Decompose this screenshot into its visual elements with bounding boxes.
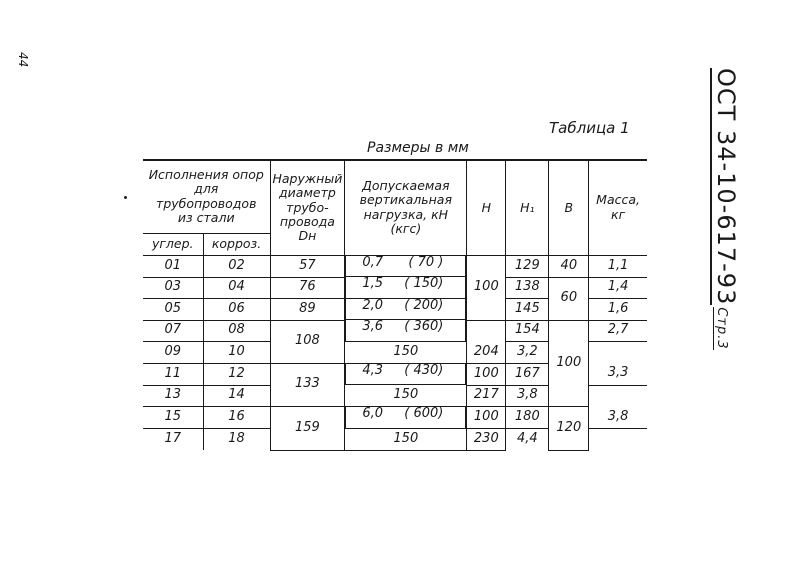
header-carbon: углер. [143,233,203,255]
cell-diameter: 159 [270,407,345,451]
cell-h: 150 [345,385,467,407]
cell-load [345,299,466,321]
cell-h: 100 [467,363,506,385]
cell-load [345,320,466,342]
cell-load [345,277,466,299]
cell-h1: 230 [467,429,506,451]
header-corrosion: корроз. [203,233,270,255]
cell-h1: 204 [467,342,506,364]
cell-load [345,364,466,386]
cell-carbon: 07 [143,320,203,342]
cell-mass: 2,7 [589,320,647,342]
cell-b: 100 [549,320,589,407]
cell-h: 100 [467,407,506,429]
load-kn: 1,5 [362,276,384,291]
cell-carbon: 05 [143,299,203,321]
header-mass: Масса, кг [589,160,647,255]
cell-h1: 217 [467,385,506,407]
cell-mass: 3,8 [589,407,647,429]
cell-mass: 1,1 [589,255,647,277]
cell-h1: 167 [506,363,549,385]
load-kn: 2,0 [362,297,384,313]
cell-h1: 145 [506,299,549,321]
cell-h: 100 [467,255,506,320]
cell-corrosion: 10 [203,342,270,364]
document-code [712,68,740,350]
dimensions-note: Размеры в мм [367,140,469,156]
load-kn: 0,7 [362,254,384,270]
cell-corrosion: 14 [203,385,270,407]
header-execution: Исполнения опор для трубопроводов из стали [143,160,270,233]
load-kgs: ( 600) [404,406,444,421]
cell-corrosion: 06 [203,299,270,321]
cell-carbon: 03 [143,277,203,299]
load-kn: 6,0 [362,406,384,421]
cell-corrosion: 16 [203,407,270,429]
cell-carbon: 17 [143,429,203,451]
cell-carbon: 13 [143,385,203,407]
cell-mass: 1,4 [589,277,647,299]
cell-h1: 154 [506,320,549,342]
table-row [143,277,647,299]
cell-mass: 3,2 [506,342,549,364]
cell-mass: 3,3 [589,363,647,385]
cell-h1: 180 [506,407,549,429]
cell-b: 60 [549,277,589,320]
cell-corrosion: 08 [203,320,270,342]
header-h1: H₁ [506,160,549,255]
table-row [143,255,647,277]
stray-dot [124,196,127,199]
cell-b: 120 [549,407,589,451]
cell-load [345,407,466,429]
cell-carbon: 11 [143,363,203,385]
cell-diameter: 133 [270,363,345,407]
load-kgs: ( 200) [404,297,444,313]
cell-corrosion: 18 [203,429,270,451]
cell-load [345,256,466,278]
cell-diameter: 57 [270,255,345,277]
cell-h1: 138 [506,277,549,299]
cell-h: 150 [345,342,467,364]
load-kn: 4,3 [362,362,384,378]
cell-diameter: 76 [270,277,345,299]
cell-corrosion: 02 [203,255,270,277]
cell-diameter: 89 [270,299,345,321]
cell-diameter: 108 [270,320,345,363]
table-title: Таблица 1 [549,119,630,137]
cell-b: 40 [549,255,589,277]
cell-carbon: 09 [143,342,203,364]
cell-carbon: 15 [143,407,203,429]
cell-h-empty [467,320,506,342]
header-h: H [467,160,506,255]
load-kgs: ( 360) [404,319,444,334]
header-b: B [549,160,589,255]
table-row [143,320,647,342]
spec-table [143,159,647,451]
page-number: 44 [16,52,30,68]
cell-carbon: 01 [143,255,203,277]
header-load: Допускаемая вертикальная нагрузка, кН (кгс) [345,160,467,255]
page-label: Стр.3 [714,307,729,350]
cell-corrosion: 04 [203,277,270,299]
cell-corrosion: 12 [203,363,270,385]
standard-code: ОСТ 34-10-617-93 [712,68,740,306]
cell-mass: 1,6 [589,299,647,321]
load-kgs: ( 430) [404,362,444,378]
load-kgs: ( 70 ) [408,254,444,270]
cell-h1: 129 [506,255,549,277]
header-diameter: Наружный диаметр трубо-провода Dн [270,160,345,255]
cell-h: 150 [345,429,467,451]
cell-mass: 4,4 [506,429,549,451]
table-row [143,407,647,429]
cell-mass: 3,8 [506,385,549,407]
load-kn: 3,6 [362,319,384,334]
load-kgs: ( 150) [404,276,444,291]
